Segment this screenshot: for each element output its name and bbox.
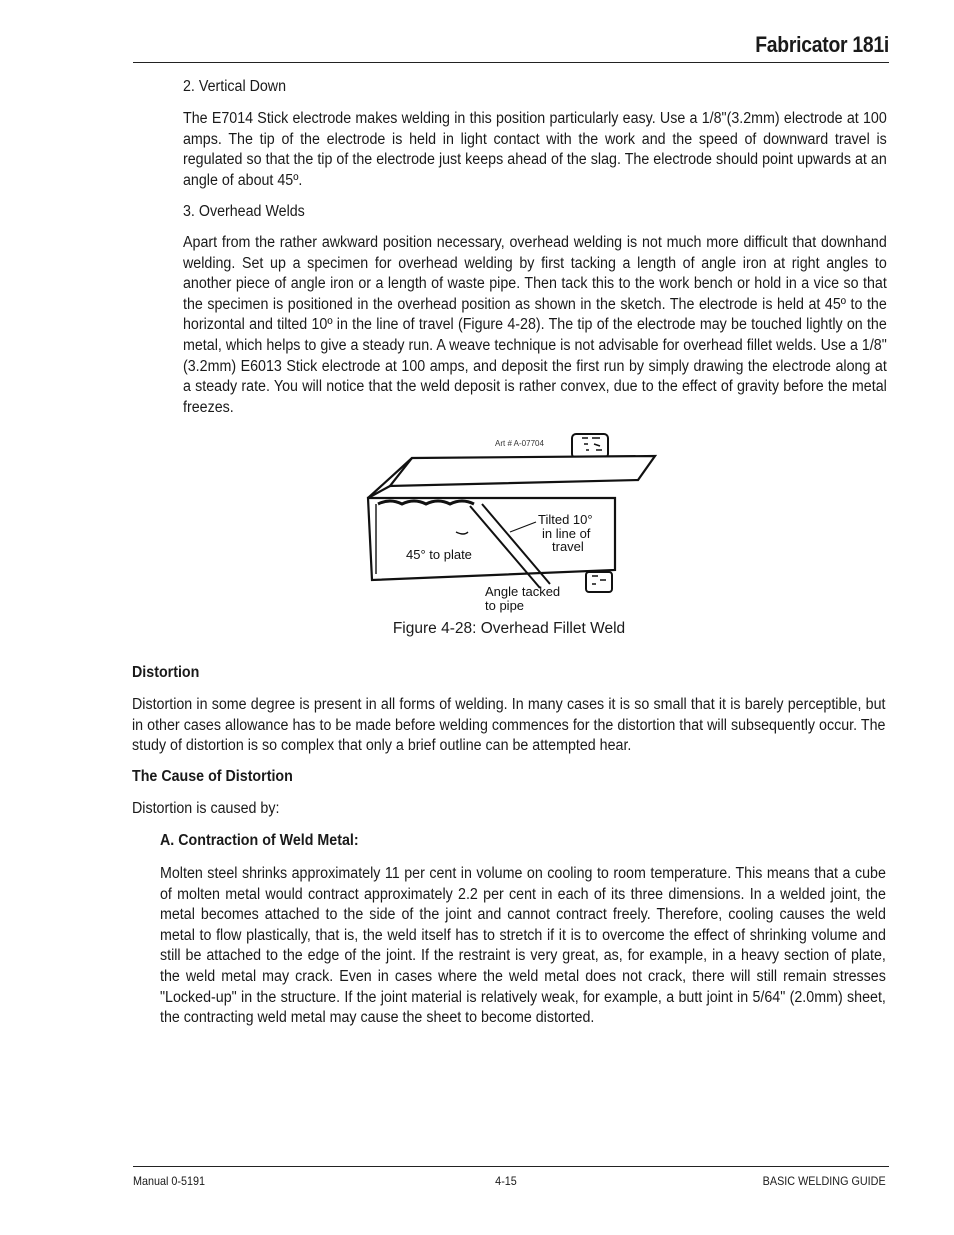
label-45-to-plate: 45° to plate: [406, 547, 472, 562]
figure-caption: Figure 4-28: Overhead Fillet Weld: [392, 620, 626, 637]
tilted-label-line1: Tilted 10°: [538, 512, 593, 527]
art-number: Art # A-07704: [495, 439, 544, 448]
angle-tacked-label-line2: to pipe: [485, 598, 525, 613]
item-2-paragraph: The E7014 Stick electrode makes welding in this position particularly easy. Use a 1/8"(3.2mm) electrode at 100 amps. The tip of the electrode is held in light contact with the work and the speed of downward travel is regulated so that the tip of the electrode just keeps ahead of the slag. The electrode should point upwards at an angle of about 45º.: [183, 110, 887, 189]
item-2-label: 2. Vertical Down: [183, 78, 287, 95]
item-3-paragraph: Apart from the rather awkward position necessary, overhead welding is not much more difficult that downhand welding. Set up a specimen for overhead welding by first tacking a length of angle iron at right angles to another piece of angle iron or a length of waste pipe. Then tack this to the work bench or hold in a vice so that the specimen is positioned in the overhead position as shown in the sketch. The electrode is held at 45º to the horizontal and tilted 10º in the line of travel (Figure 4-28). The tip of the electrode may be touched lightly on the metal, which helps to give a steady run. A weave technique is not advisable for overhead fillet welds. Use a 1/8"(3.2mm) E6013 Stick electrode at 100 amps, and deposit the first run by simply drawing the electrode along at a steady rate. You will notice that the weld deposit is rather convex, due to the effect of gravity before the metal freezes.: [183, 234, 887, 416]
page-header-title: Fabricator 181i: [755, 32, 889, 57]
pipe-top: [572, 434, 608, 458]
angle-tacked-label-line1: Angle tacked: [485, 584, 561, 599]
tilted-label-line3: travel: [552, 539, 584, 554]
distortion-heading: Distortion: [132, 664, 200, 681]
footer-guide-title: BASIC WELDING GUIDE: [762, 1174, 886, 1188]
footer-page-number: 4-15: [495, 1174, 517, 1188]
item-3-label: 3. Overhead Welds: [183, 203, 305, 220]
distortion-paragraph: Distortion in some degree is present in all forms of welding. In many cases it is so small that it is barely perceptible, but in other cases allowance has to be made before welding commences for the distortion that will subsequently occur. The study of distortion is so complex that only a brief outline can be attempted hear.: [132, 696, 886, 755]
pipe-bottom: [586, 572, 612, 592]
contraction-paragraph: Molten steel shrinks approximately 11 per cent in volume on cooling to room temperature. This means that a cube of molten metal would contract approximately 2.2 per cent in each of its three dimensions. In a welded joint, the metal becomes attached to the side of the joint and cannot contract freely. Therefore, cooling causes the weld metal to flow plastically, that is, the weld itself has to stretch if it is to overcome the effect of shrinking volume and still be attached to the edge of the joint. If the restraint is very great, as, for example, in a heavy section of plate, the weld metal may crack. Even in cases where the weld metal does not crack, there will still remain stresses "Locked-up" in the structure. If the joint material is relatively weak, for example, a butt joint in 5/64" (2.0mm) sheet, the contracting weld metal may cause the sheet to become distorted.: [160, 865, 886, 1027]
contraction-subheading: A. Contraction of Weld Metal:: [160, 832, 359, 849]
header-rule: [133, 62, 889, 63]
footer-manual-number: Manual 0-5191: [133, 1174, 206, 1188]
footer-rule: [133, 1166, 889, 1167]
overhead-fillet-weld-figure: [360, 428, 660, 618]
angle-iron-top: [368, 456, 655, 498]
tilted-label-line2: in line of: [542, 526, 591, 541]
cause-heading: The Cause of Distortion: [132, 768, 293, 785]
cause-intro: Distortion is caused by:: [132, 800, 280, 817]
